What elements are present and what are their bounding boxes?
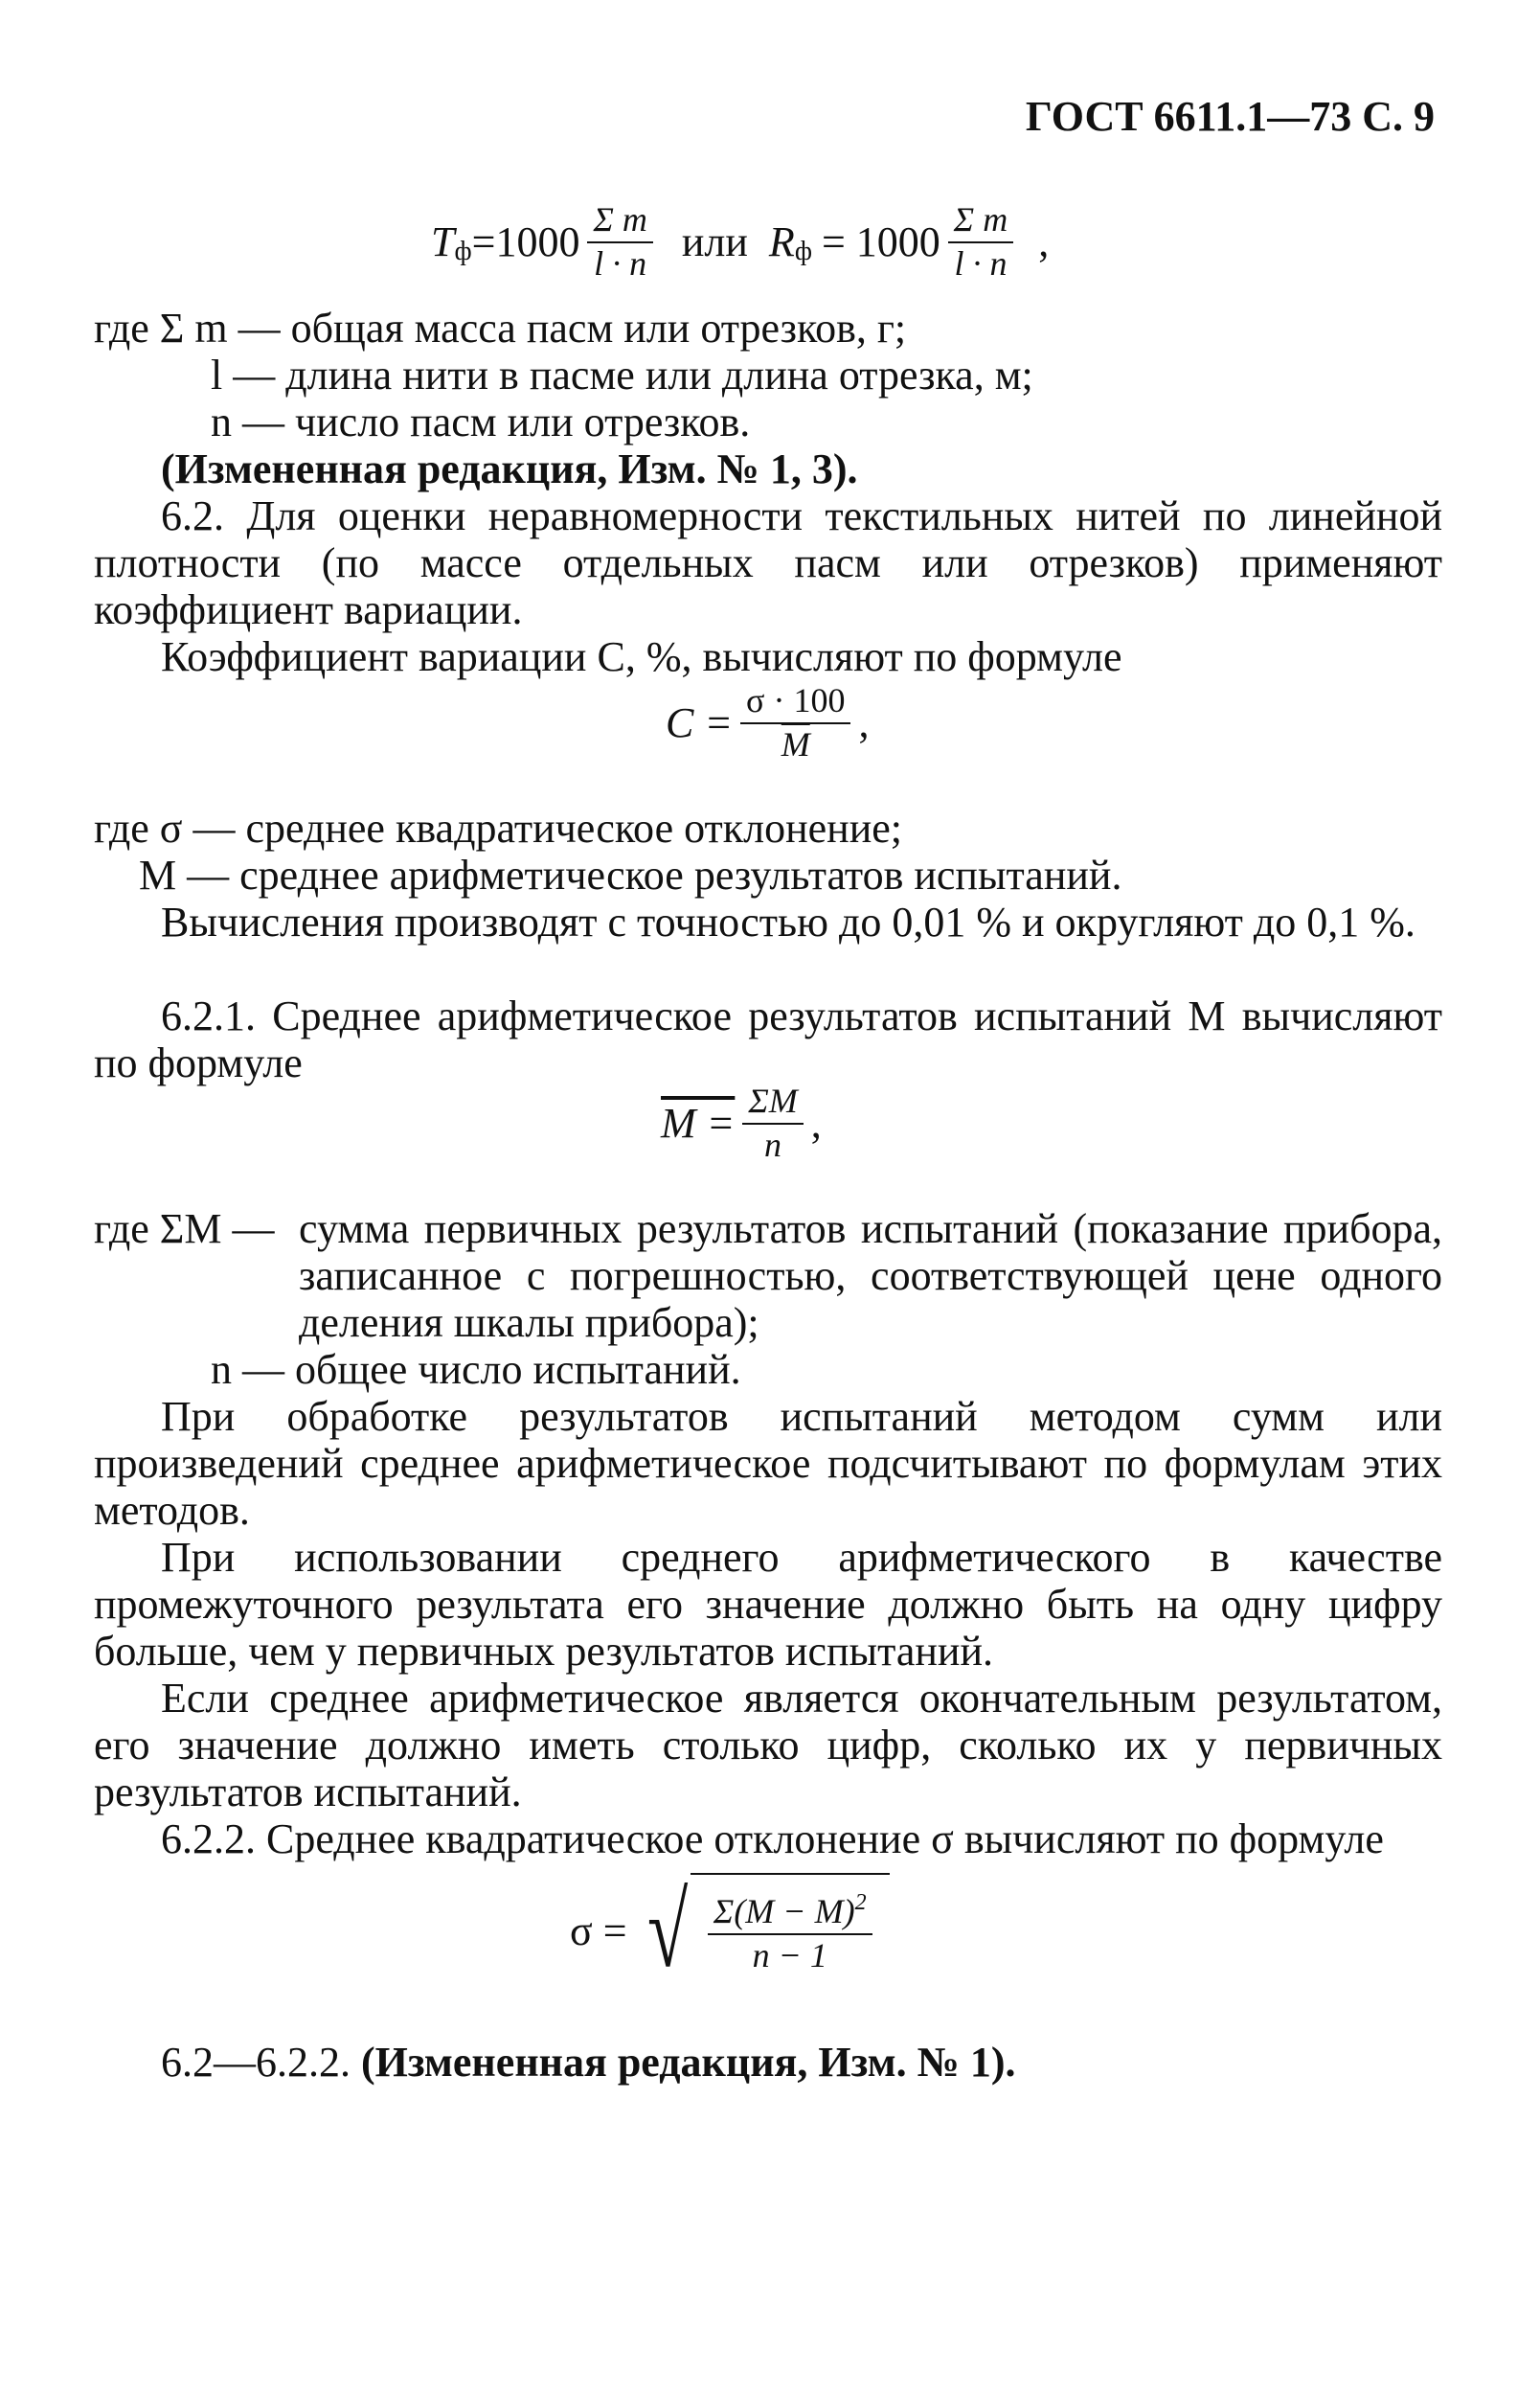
- fraction-3-den: M: [781, 724, 810, 764]
- sqrt-icon: √: [646, 1872, 688, 1989]
- paragraph-sum-method: При обработке результатов испытаний методом сумм или произведений среднее арифметическое подсчитывают по формулам этих методов.: [94, 1393, 1442, 1534]
- fraction-3: [740, 682, 850, 764]
- def-sum-big-m-term: где ΣM —: [94, 1205, 275, 1252]
- formula-or: или: [681, 218, 748, 266]
- formula-std-dev: [570, 1873, 890, 1988]
- paragraph-final-result: Если среднее арифметическое является окончательным результатом, его значение должно иметь столько цифр, сколько их у первичных результатов испытаний.: [94, 1675, 1442, 1815]
- fraction-1: [587, 201, 652, 283]
- def-sum-big-m-text: сумма первичных результатов испытаний (показание прибора, записанное с погрешностью, соответствующей цене одного деления шкалы прибора);: [299, 1205, 1442, 1346]
- fraction-5: [708, 1890, 872, 1974]
- paragraph-6-2: 6.2. Для оценки неравномерности текстильных нитей по линейной плотности (по массе отдельных пасм или отрезков) применяют коэффициент вариации.: [94, 492, 1442, 633]
- fraction-1-num: Σ m: [587, 201, 652, 243]
- formula-variation: [666, 682, 869, 764]
- fraction-5-den: n − 1: [752, 1936, 827, 1974]
- formula-symbol-t: T: [431, 218, 455, 266]
- formula-sub-t: ф: [454, 236, 472, 266]
- fraction-4: [742, 1083, 803, 1164]
- fraction-4-den: n: [764, 1125, 782, 1164]
- formula-tail-1: ,: [1038, 218, 1050, 266]
- paragraph-6-2-1: 6.2.1. Среднее арифметическое результатов испытаний M вычисляют по формуле: [94, 993, 1442, 1086]
- formula-3-lhs: M =: [661, 1100, 736, 1148]
- amendment-note-2-text: (Измененная редакция, Изм. № 1).: [361, 2039, 1016, 2086]
- fraction-1-den: l · n: [594, 243, 647, 283]
- fraction-5-num-text: Σ(M − M): [713, 1892, 855, 1931]
- fraction-5-exp: 2: [854, 1890, 867, 1916]
- paragraph-precision: Вычисления производят с точностью до 0,01 % и округляют до 0,1 %.: [161, 899, 1415, 946]
- page-header: ГОСТ 6611.1—73 С. 9: [1025, 93, 1435, 140]
- fraction-2-num: Σ m: [948, 201, 1013, 243]
- fraction-3-num: σ · 100: [740, 682, 850, 724]
- def-m-bar: M — среднее арифметическое результатов испытаний.: [139, 852, 1122, 899]
- def-n: n — число пасм или отрезков.: [211, 399, 751, 445]
- paragraph-6-2-formula-intro: Коэффициент вариации C, %, вычисляют по формуле: [161, 633, 1122, 680]
- sqrt-radicand: [691, 1873, 890, 1988]
- paragraph-6-2-2: 6.2.2. Среднее квадратическое отклонение σ вычисляют по формуле: [161, 1815, 1384, 1862]
- fraction-2-den: l · n: [954, 243, 1008, 283]
- formula-symbol-r: R: [768, 218, 795, 266]
- sqrt: [639, 1873, 890, 1988]
- amendment-note-2-prefix: 6.2—6.2.2.: [161, 2039, 351, 2086]
- formula-eq-1: =1000: [471, 218, 580, 266]
- paragraph-intermediate: При использовании среднего арифметического в качестве промежуточного результата его значение должно быть на одну цифру больше, чем у первичных результатов испытаний.: [94, 1534, 1442, 1675]
- def-l: l — длина нити в пасме или длина отрезка, м;: [211, 352, 1033, 399]
- formula-4-lhs: σ =: [570, 1906, 627, 1954]
- def-sigma: где σ — среднее квадратическое отклонение;: [94, 805, 903, 852]
- formula-mean: [661, 1083, 822, 1164]
- fraction-5-num: [708, 1890, 872, 1935]
- formula-2-lhs: C =: [666, 699, 734, 747]
- amendment-note-1: (Измененная редакция, Изм. № 1, 3).: [161, 445, 858, 492]
- def-sum-m: где Σ m — общая масса пасм или отрезков, г;: [94, 305, 907, 352]
- formula-linear-density: [431, 201, 1049, 283]
- def-n-total: n — общее число испытаний.: [211, 1346, 741, 1393]
- fraction-4-num: ΣM: [742, 1083, 803, 1125]
- formula-3-tail: ,: [810, 1100, 822, 1148]
- formula-2-tail: ,: [858, 699, 870, 747]
- amendment-note-2: [161, 2039, 1015, 2086]
- formula-eq-2: = 1000: [821, 218, 940, 266]
- fraction-2: [948, 201, 1013, 283]
- formula-sub-r: ф: [794, 236, 812, 266]
